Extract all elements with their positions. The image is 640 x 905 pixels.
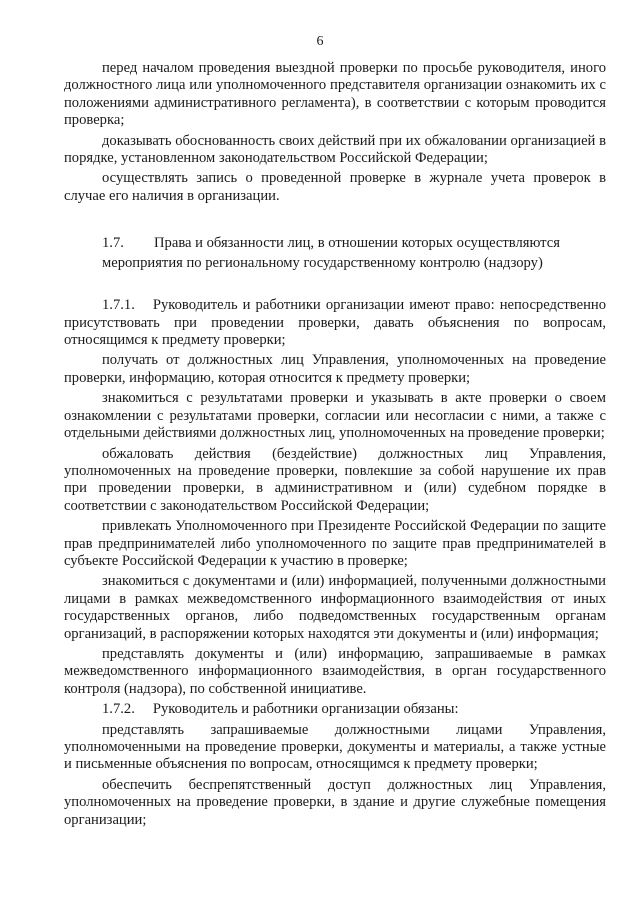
paragraph: доказывать обоснованность своих действий при их обжаловании организацией в порядке, установленном законодательством Российской Федерации; bbox=[64, 132, 606, 167]
subsection-number: 1.7.2. bbox=[102, 701, 135, 718]
section-number: 1.7. bbox=[102, 235, 124, 252]
page-number: 6 bbox=[316, 34, 324, 49]
section-title-line2: мероприятия по региональному государственному контролю (надзору) bbox=[102, 255, 543, 272]
paragraph: знакомиться с результатами проверки и указывать в акте проверки о своем ознакомлении с результатами проверки, согласии или несогласии с ними, а также с отдельными действиями должностных лиц, уполномоченных на проведение проверки; bbox=[64, 390, 606, 442]
subsection-paragraph bbox=[64, 701, 606, 718]
paragraph: привлекать Уполномоченного при Президенте Российской Федерации по защите прав предпринимателей либо уполномоченного по защите прав предпринимателей в субъекте Российской Федерации к участию в проверке; bbox=[64, 518, 606, 569]
paragraph: перед началом проведения выездной проверки по просьбе руководителя, иного должностного лица или уполномоченного представителя организации ознакомить их с положениями административного регламента), в соответствии с которым проводится проверка; bbox=[64, 60, 606, 129]
subsection-paragraph bbox=[64, 297, 606, 349]
paragraph: осуществлять запись о проведенной проверке в журнале учета проверок в случае его наличия в организации. bbox=[64, 170, 606, 204]
paragraph: знакомиться с документами и (или) информацией, полученными должностными лицами в рамках межведомственного информационного взаимодействия от иных государственных органов, либо подведомственных государственным органам организаций, в распоряжении которых находятся эти документы и (или) информация; bbox=[64, 573, 606, 642]
subsection-lead: Руководитель и работники организации обязаны: bbox=[152, 701, 459, 718]
document-body bbox=[64, 60, 606, 832]
paragraph: представлять документы и (или) информацию, запрашиваемые в рамках межведомственного информационного взаимодействия, в орган государственного контроля (надзора), по собственной инициативе. bbox=[64, 645, 606, 697]
paragraph: представлять запрашиваемые должностными лицами Управления, уполномоченными на проведение проверки, документы и материалы, а также устные и письменные объяснения по вопросам, относящимся к предмету проверки; bbox=[64, 721, 606, 773]
section-heading bbox=[64, 233, 606, 273]
subsection-number: 1.7.1. bbox=[102, 297, 135, 314]
paragraph: обеспечить беспрепятственный доступ должностных лиц Управления, уполномоченных на проведение проверки, в здание и другие служебные помещения организации; bbox=[64, 776, 606, 828]
subsection-lead: Руководитель и работники организации имеют право: непосредственно присутствовать при проведении проверки, давать объяснения по вопросам, относящимся к предмету проверки; bbox=[64, 297, 606, 349]
section-title-line1: Права и обязанности лиц, в отношении которых осуществляются bbox=[154, 235, 560, 252]
paragraph: получать от должностных лиц Управления, уполномоченных на проведение проверки, информацию, которая относится к предмету проверки; bbox=[64, 352, 606, 386]
paragraph: обжаловать действия (бездействие) должностных лиц Управления, уполномоченных на проведение проверки, повлекшие за собой нарушение их прав при проведении проверки, в административном и (или) судебном порядке в соответствии с законодательством Российской Федерации; bbox=[64, 445, 606, 514]
